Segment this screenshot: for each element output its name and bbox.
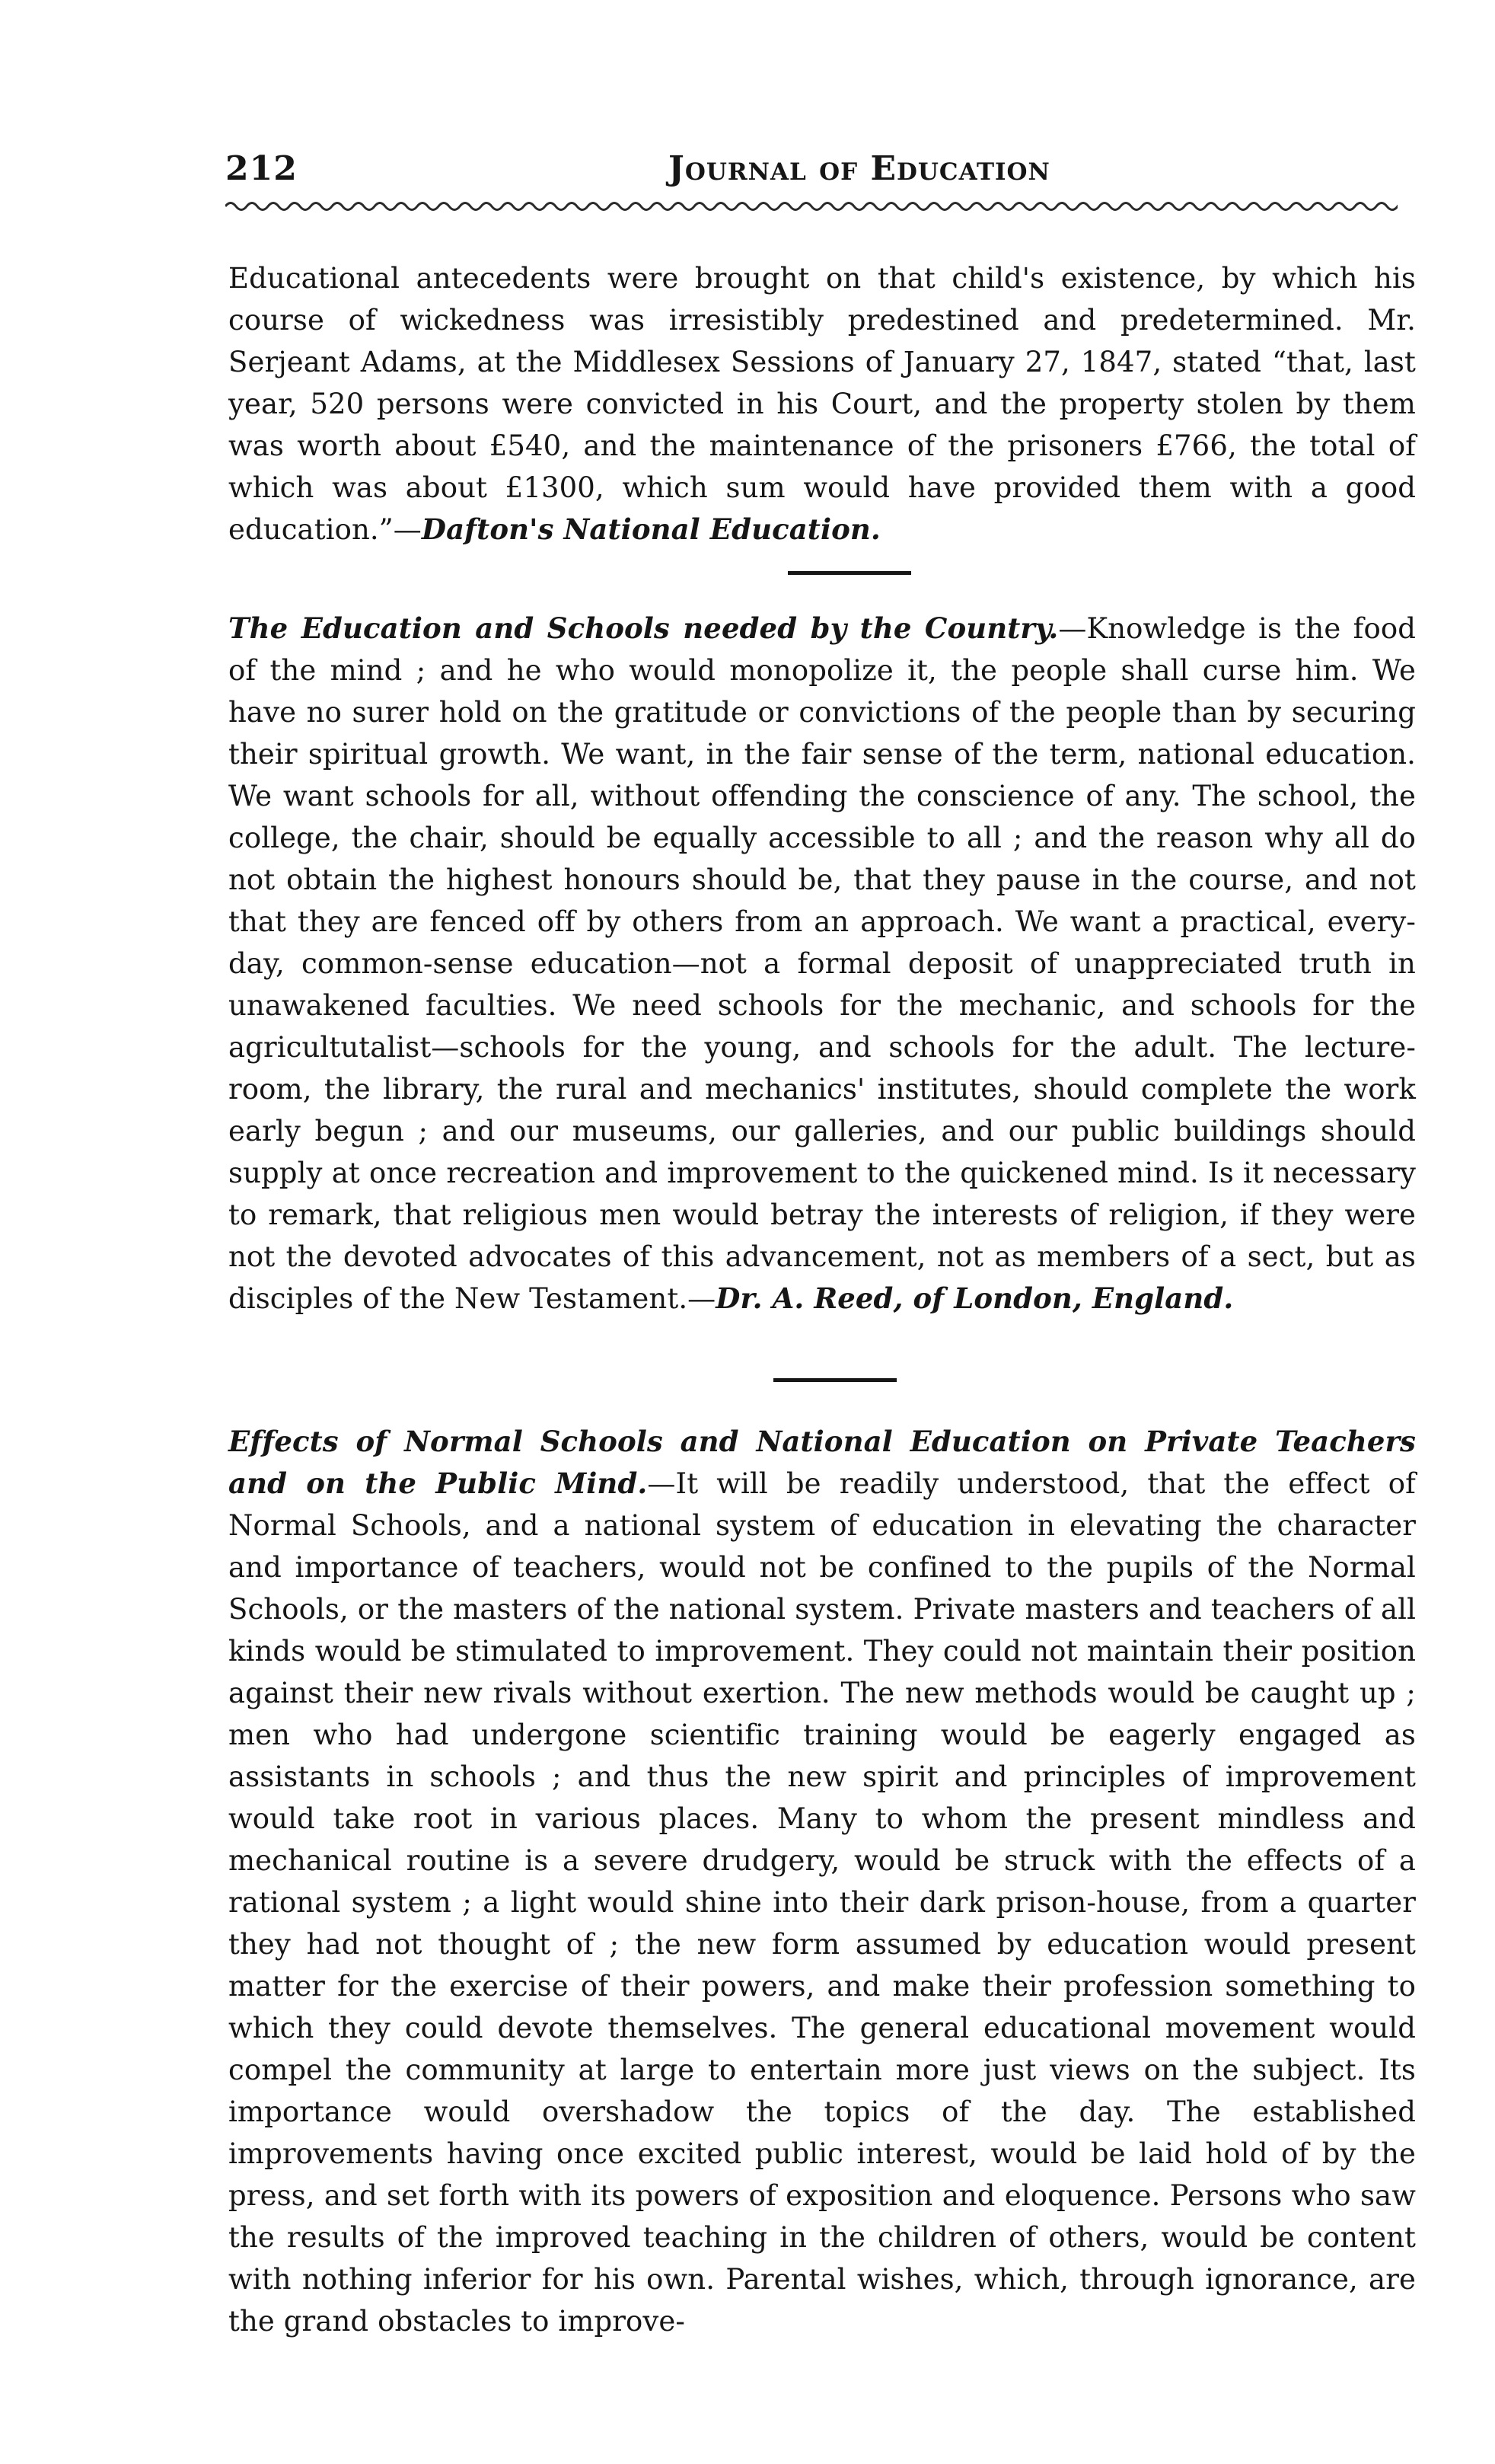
article-paragraph xyxy=(228,1421,1416,2342)
article-body: —It will be readily understood, that the effect of Normal Schools, and a national system of education in elevating the character and importance of teachers, would not be confined to the pupils of the Normal Schools, or the masters of the national system. Private masters and teachers of all kinds would be stimulated to improvement. They could not maintain their position against their new rivals without exertion. The new methods would be caught up ; men who had undergone scientific training would be eagerly engaged as assistants in schools ; and thus the new spirit and principles of improvement would take root in various places. Many to whom the present mindless and mechanical routine is a severe drudgery, would be struck with the effects of a rational system ; a light would shine into their dark prison-house, from a quarter they had not thought of ; the new form assumed by education would present matter for the exercise of their powers, and make their profession something to which they could devote themselves. The general educational movement would compel the community at large to entertain more just views on the subject. Its importance would overshadow the topics of the day. The established improvements having once excited public interest, would be laid hold of by the press, and set forth with its powers of exposition and eloquence. Persons who saw the results of the improved teaching in the children of others, would be content with nothing inferior for his own. Parental wishes, which, through ignorance, are the grand obstacles to improve- xyxy=(228,1467,1416,2338)
article-heading: Effects of Normal Schools and National Education on Private Teachers and on the Public Mind. xyxy=(228,1425,1416,1500)
article-paragraph xyxy=(228,608,1416,1320)
article-dafton-excerpt xyxy=(228,257,1416,551)
article-paragraph xyxy=(228,257,1416,551)
article-body: Educational antecedents were brought on that child's existence, by which his course of wickedness was irresistibly predestined and predetermined. Mr. Serjeant Adams, at the Middlesex Sessions of January 27, 1847, stated “that, last year, 520 persons were convicted in his Court, and the property stolen by them was worth about £540, and the maintenance of the prisoners £766, the total of which was about £1300, which sum would have provided them with a good education.”— xyxy=(228,262,1416,546)
wavy-rule-ornament xyxy=(225,195,1398,218)
article-citation: Dafton's National Education. xyxy=(421,512,881,546)
journal-title: Journal of Education xyxy=(668,149,1050,188)
page-number: 212 xyxy=(225,149,298,188)
article-education-and-schools xyxy=(228,608,1416,1320)
article-body: —Knowledge is the food of the mind ; and he who would monopolize it, the people shall curse him. We have no surer hold on the gratitude or convictions of the people than by securing their spiritual growth. We want, in the fair sense of the term, national education. We want schools for all, without offending the conscience of any. The school, the college, the chair, should be equally accessible to all ; and the reason why all do not obtain the highest honours should be, that they pause in the course, and not that they are fenced off by others from an approach. We want a practical, every-day, common-sense education—not a formal deposit of unappreciated truth in unawakened faculties. We need schools for the mechanic, and schools for the agricultutalist—schools for the young, and schools for the adult. The lecture-room, the library, the rural and mechanics' institutes, should complete the work early begun ; and our museums, our galleries, and our public buildings should supply at once recreation and improvement to the quickened mind. Is it necessary to remark, that religious men would betray the interests of religion, if they were not the devoted advocates of this advancement, not as members of a sect, but as disciples of the New Testament.— xyxy=(228,612,1416,1315)
article-citation: Dr. A. Reed, of London, England. xyxy=(716,1281,1234,1315)
section-divider xyxy=(773,1378,897,1382)
article-heading: The Education and Schools needed by the Country. xyxy=(228,611,1059,645)
section-divider xyxy=(788,571,911,575)
article-effects-of-normal-schools xyxy=(228,1421,1416,2342)
running-head xyxy=(225,146,1398,199)
